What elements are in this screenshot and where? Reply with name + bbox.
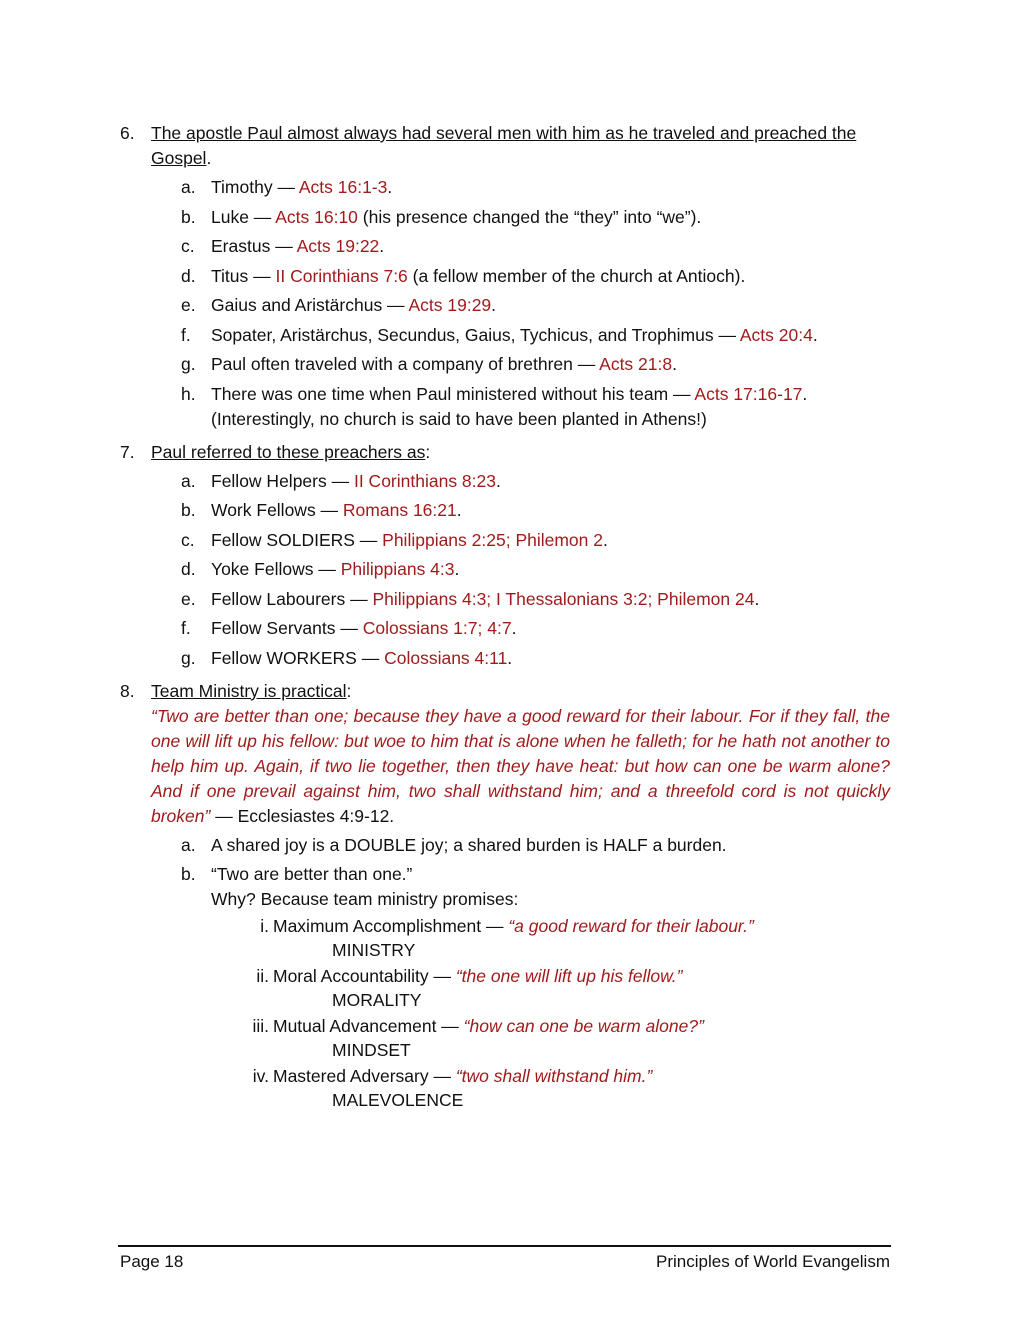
roman-keyword: MALEVOLENCE (332, 1089, 464, 1110)
sub-list (151, 469, 890, 671)
sub-letter: a. (181, 177, 196, 197)
roman-item (151, 914, 890, 962)
sub-after: . (511, 618, 517, 638)
sub-item (151, 293, 890, 318)
page-content (120, 121, 890, 1117)
roman-quote: “the one will lift up his fellow.” (455, 965, 683, 986)
scripture-reference: II Corinthians 8:23 (353, 470, 496, 491)
sub-text: “Two are better than one.” (211, 863, 413, 884)
sub-letter: a. (181, 834, 196, 855)
sub-item (151, 862, 890, 912)
sub-letter: f. (181, 324, 191, 345)
sub-item (151, 557, 890, 582)
heading-suffix: . (206, 148, 212, 168)
sub-letter: d. (181, 265, 196, 286)
sub-item (151, 498, 890, 523)
sub-text: Sopater, Aristärchus, Secundus, Gaius, Tychicus, and Trophimus — (211, 324, 740, 345)
sub-item (151, 205, 890, 230)
sub-letter: h. (181, 383, 196, 404)
scripture-reference: Acts 17:16-17 (694, 383, 803, 404)
footer-divider (118, 1245, 891, 1247)
scripture-reference: Philippians 4:3; I Thessalonians 3:2; Philemon 24 (372, 588, 755, 609)
sub-text: Gaius and Aristärchus — (211, 295, 409, 315)
why-text: Why? Because team ministry promises: (211, 888, 519, 909)
sub-item (151, 382, 890, 432)
sub-item (151, 646, 890, 671)
scripture-reference: II Corinthians 7:6 (275, 265, 408, 286)
sub-text: Fellow SOLDIERS — (211, 529, 383, 550)
sub-letter: e. (181, 295, 196, 315)
scripture-quote (151, 704, 890, 829)
sub-after: . (387, 177, 393, 197)
sub-letter: b. (181, 206, 196, 227)
sub-item (151, 528, 890, 553)
list-item-6 (120, 121, 890, 432)
item-number: 6. (120, 123, 135, 143)
scripture-reference: Colossians 4:11 (384, 647, 508, 668)
sub-letter: a. (181, 470, 196, 491)
sub-letter: c. (181, 236, 195, 256)
roman-list (151, 914, 890, 1112)
scripture-reference: Philippians 2:25; Philemon 2 (382, 529, 603, 550)
roman-text: Maximum Accomplishment — (273, 915, 509, 936)
sub-after: . (754, 588, 760, 609)
item-heading: Paul referred to these preachers as (151, 441, 426, 462)
sub-after: . (603, 529, 608, 550)
scripture-reference: Acts 16:10 (275, 206, 358, 227)
item-number: 8. (120, 680, 135, 701)
heading-suffix: : (425, 441, 431, 462)
sub-after: . (672, 354, 677, 374)
sub-text: Erastus — (211, 236, 297, 256)
scripture-reference: Acts 19:22 (296, 236, 380, 256)
sub-item (151, 833, 890, 858)
roman-quote: “a good reward for their labour.” (508, 915, 754, 936)
sub-text: Fellow Servants — (211, 618, 363, 638)
sub-item (151, 175, 890, 200)
list-item-8 (120, 679, 890, 1112)
sub-item (151, 352, 890, 377)
sub-letter: d. (181, 559, 196, 579)
sub-text: Paul often traveled with a company of brethren — (211, 354, 600, 374)
sub-text: A shared joy is a DOUBLE joy; a shared burden is HALF a burden. (211, 834, 727, 855)
sub-text: Fellow WORKERS — (211, 647, 385, 668)
item-heading: The apostle Paul almost always had several men with him as he traveled and preached the Gospel (151, 123, 857, 168)
scripture-reference: Acts 20:4 (739, 324, 813, 345)
sub-text: Titus — (211, 265, 276, 286)
roman-text: Mastered Adversary — (273, 1065, 456, 1086)
sub-after: . (454, 559, 460, 579)
roman-item (151, 1064, 890, 1112)
roman-text: Mutual Advancement — (273, 1015, 464, 1036)
quote-source: — Ecclesiastes 4:9-12. (210, 805, 395, 826)
sub-after: (a fellow member of the church at Antioch). (407, 265, 746, 286)
sub-item (151, 587, 890, 612)
sub-list (151, 175, 890, 432)
sub-text: Timothy — (211, 177, 299, 197)
sub-text: Yoke Fellows — (211, 559, 341, 579)
sub-letter: g. (181, 647, 196, 668)
sub-letter: f. (181, 618, 191, 638)
scripture-reference: Acts 21:8 (599, 354, 673, 374)
sub-text: Work Fellows — (211, 500, 343, 520)
sub-after: . (491, 295, 497, 315)
document-title: Principles of World Evangelism (656, 1252, 890, 1271)
heading-suffix: : (346, 680, 352, 701)
sub-text: There was one time when Paul ministered without his team — (211, 383, 695, 404)
sub-letter: e. (181, 588, 196, 609)
roman-item (151, 1014, 890, 1062)
list-item-7 (120, 440, 890, 671)
roman-keyword: MINISTRY (332, 939, 416, 960)
scripture-reference: Colossians 1:7; 4:7 (362, 618, 512, 638)
roman-quote: “how can one be warm alone?” (463, 1015, 704, 1036)
sub-item (151, 234, 890, 259)
sub-text: Fellow Helpers — (211, 470, 354, 491)
roman-number: iii. (252, 1015, 269, 1036)
sub-letter: c. (181, 529, 195, 550)
sub-item (151, 469, 890, 494)
scripture-reference: Philippians 4:3 (340, 559, 455, 579)
sub-after: (his presence changed the “they” into “we”). (357, 206, 702, 227)
scripture-reference: Acts 19:29 (408, 295, 492, 315)
scripture-reference: Romans 16:21 (342, 500, 457, 520)
sub-letter: g. (181, 354, 196, 374)
roman-number: ii. (256, 965, 269, 986)
sub-item (151, 264, 890, 289)
sub-text: Fellow Labourers — (211, 588, 373, 609)
sub-after: . (496, 470, 501, 491)
sub-after: . (456, 500, 462, 520)
roman-text: Moral Accountability — (273, 965, 456, 986)
sub-after: . (379, 236, 385, 256)
roman-keyword: MINDSET (332, 1039, 411, 1060)
scripture-reference: Acts 16:1-3 (298, 177, 388, 197)
sub-after: . (812, 324, 818, 345)
item-heading: Team Ministry is practical (151, 680, 347, 701)
roman-number: i. (260, 915, 269, 936)
sub-item (151, 323, 890, 348)
sub-after: . (Interestingly, no church is said to have been planted in Athens!) (211, 383, 808, 429)
sub-after: . (507, 647, 513, 668)
roman-quote: “two shall withstand him.” (455, 1065, 653, 1086)
sub-item (151, 616, 890, 641)
roman-number: iv. (252, 1065, 269, 1086)
quote-text: “Two are better than one; because they have a good reward for their labour. For if they fall, the one will lift up his fellow: but woe to him that is alone when he falleth; for he hath not another to help him up. Again, if two lie together, then they have heat: but how can one be warm alone? And if one prevail against him, two shall withstand him; and a threefold cord is not quickly broken” (151, 705, 890, 826)
sub-letter: b. (181, 500, 196, 520)
sub-text: Luke — (211, 206, 276, 227)
page-number: Page 18 (120, 1252, 184, 1271)
item-number: 7. (120, 441, 135, 462)
roman-keyword: MORALITY (332, 989, 422, 1010)
roman-item (151, 964, 890, 1012)
sub-letter: b. (181, 863, 196, 884)
